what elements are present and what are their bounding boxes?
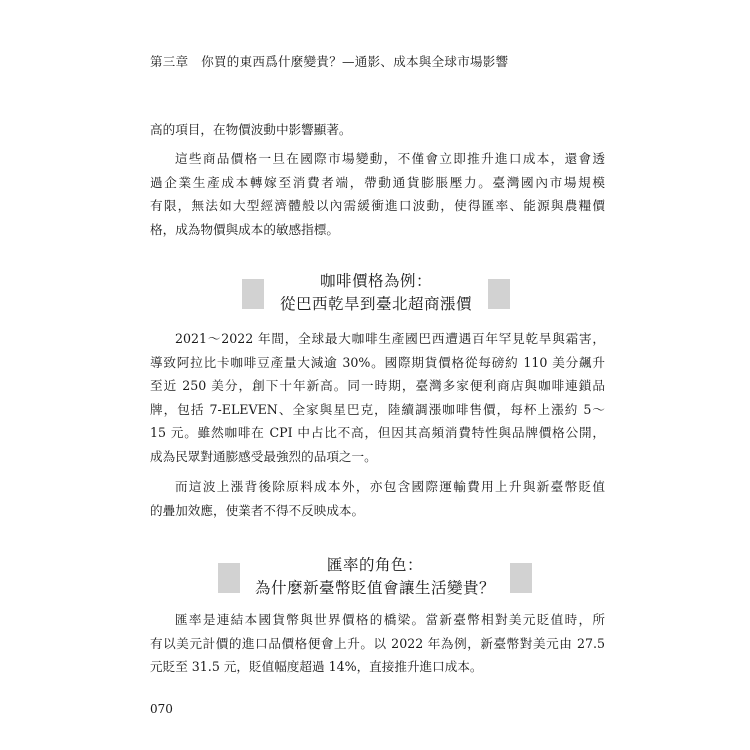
heading-square-left (218, 563, 240, 593)
heading-title-line1: 咖啡價格為例： (319, 272, 432, 290)
text-line: 的疊加效應，使業者不得不反映成本。 (150, 502, 365, 518)
text-line: 15 元。雖然咖啡在 CPI 中占比不高，但因其高頻消費特性與品牌價格公開， (150, 425, 605, 441)
paragraph-coffee-case (150, 327, 605, 469)
running-head: 第三章 你買的東西爲什麼變貴？—通影、成本與全球市場影響 (150, 54, 509, 69)
heading-square-left (242, 279, 264, 309)
text-line: 匯率是連結本國貨幣與世界價格的橋梁。當新臺幣相對美元貶值時，所 (175, 612, 605, 627)
text-line: 牌，包括 7-ELEVEN、全家與星巴克，陸續調漲咖啡售價，每杯上漲約 5～ (150, 401, 605, 417)
text-line: 有限，無法如大型經濟體般以內需緩衝進口波動，使得匯率、能源與農糧價 (150, 198, 605, 214)
paragraph-exchange-rate (150, 608, 605, 679)
paragraph-cost-factors (150, 475, 605, 522)
text-line: 過企業生產成本轉嫁至消費者端，帶動通貨膨脹壓力。臺灣國內市場規模 (150, 174, 605, 190)
heading-title-line2: 為什麼新臺幣貶值會讓生活變貴？ (254, 579, 495, 597)
section-heading-coffee (0, 268, 750, 320)
text-line: 導致阿拉比卡咖啡豆產量大減逾 30%。國際期貨價格從每磅約 110 美分飆升 (150, 354, 605, 370)
paragraph-commodity-prices (150, 147, 605, 241)
heading-square-right (510, 563, 532, 593)
heading-title-line2: 從巴西乾旱到臺北超商漲價 (279, 295, 472, 313)
heading-title-line1: 匯率的角色： (326, 556, 423, 574)
text-line: 2021～2022 年間，全球最大咖啡生產國巴西遭遇百年罕見乾旱與霜害， (175, 331, 605, 346)
text-line: 格，成為物價與成本的敏感指標。 (150, 221, 339, 237)
text-line: 而這波上漲背後除原料成本外，亦包含國際運輸費用上升與新臺幣貶值 (175, 479, 605, 494)
text-line: 有以美元計價的進口品價格便會上升。以 2022 年為例，新臺幣對美元由 27.5 (150, 635, 605, 651)
heading-square-right (488, 279, 510, 309)
text-line: 至近 250 美分，創下十年新高。同一時期，臺灣多家便利商店與咖啡連鎖品 (150, 378, 605, 394)
page-number: 070 (150, 702, 173, 716)
section-heading-exchange-rate (0, 552, 750, 604)
text-line: 元貶至 31.5 元，貶值幅度超過 14%，直接推升進口成本。 (150, 659, 483, 675)
text-line: 這些商品價格一旦在國際市場變動，不僅會立即推升進口成本，還會透 (175, 151, 605, 166)
paragraph-continuation (150, 118, 605, 142)
text-line: 高的項目，在物價波動中影響顯著。 (150, 122, 352, 137)
text-line: 成為民眾對通膨感受最強烈的品項之一。 (150, 448, 377, 464)
